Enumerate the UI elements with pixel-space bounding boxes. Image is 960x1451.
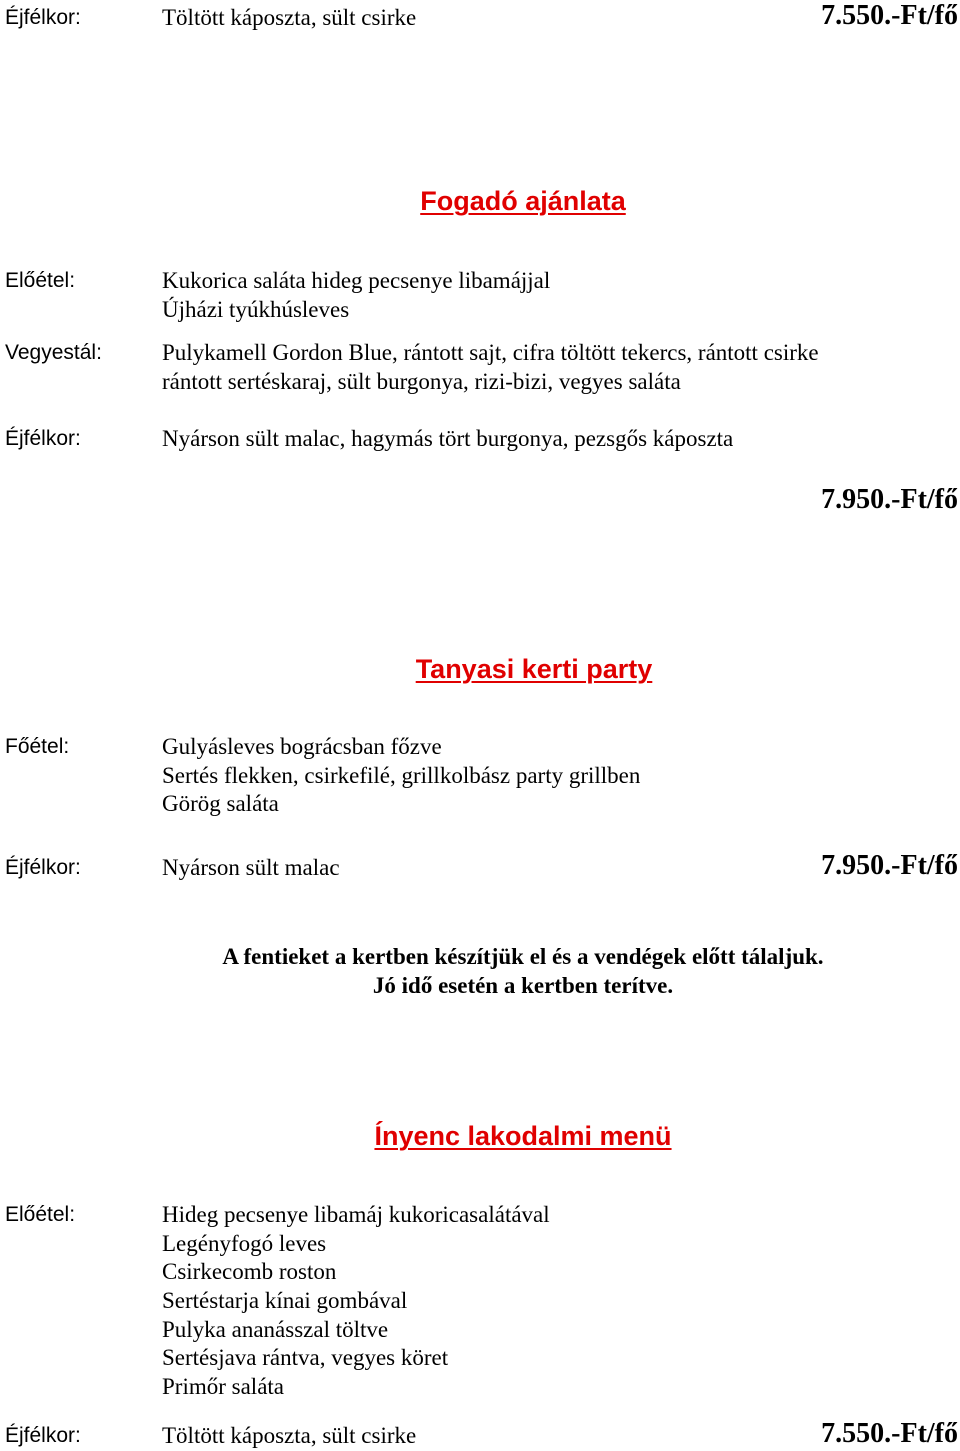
section-title-text: Tanyasi kerti party [415,654,653,684]
menu-item-line: Pulyka ananásszal töltve [162,1316,389,1342]
course-label: Előétel: [5,1203,76,1226]
course-label: Éjfélkor: [5,1424,81,1447]
section-title [86,184,960,218]
menu-item-line: Töltött káposzta, sült csirke [162,1423,417,1448]
price: 7.550.-Ft/fő [821,1418,958,1449]
section-title-text: Fogadó ajánlata [420,186,626,216]
section-title [86,1119,960,1153]
course-label: Éjfélkor: [5,856,81,879]
menu-item [162,733,640,819]
menu-item-line: rántott sertéskaraj, sült burgonya, rizi-bizi, vegyes saláta [162,368,681,394]
menu-item [162,1201,550,1402]
course-label: Éjfélkor: [5,6,81,29]
menu-item-line: Sertéstarja kínai gombával [162,1288,408,1314]
course-label: Éjfélkor: [5,427,81,450]
menu-item-line: Töltött káposzta, sült csirke [162,5,417,30]
menu-item [162,1422,416,1451]
note [86,942,960,1000]
menu-item-line: Primőr saláta [162,1374,284,1400]
section-title [108,652,960,686]
price: 7.950.-Ft/fő [821,484,958,515]
menu-item [162,339,819,396]
price: 7.550.-Ft/fő [821,0,958,31]
menu-item [162,267,550,324]
menu-item-line: Kukorica saláta hideg pecsenye libamájjal [162,268,551,293]
course-label: Előétel: [5,269,76,292]
menu-item-line: Gulyásleves bográcsban főzve [162,734,442,759]
price: 7.950.-Ft/fő [821,850,958,881]
menu-item-line: Sertés flekken, csirkefilé, grillkolbász party grillben [162,762,641,788]
menu-item-line: Nyárson sült malac [162,855,340,880]
menu-item-line: Legényfogó leves [162,1230,327,1256]
course-label: Főétel: [5,735,70,758]
menu-item-line: Pulykamell Gordon Blue, rántott sajt, cifra töltött tekercs, rántott csirke [162,340,819,365]
note-line: A fentieket a kertben készítjük el és a vendégek előtt tálaljuk. [222,944,824,969]
menu-item [162,4,416,33]
menu-item [162,854,340,883]
menu-item-line: Hideg pecsenye libamáj kukoricasalátával [162,1202,550,1227]
menu-item-line: Görög saláta [162,791,279,817]
menu-item-line: Nyárson sült malac, hagymás tört burgonya, pezsgős káposzta [162,426,734,451]
menu-item-line: Sertésjava rántva, vegyes köret [162,1345,449,1371]
menu-item-line: Újházi tyúkhúsleves [162,296,350,322]
menu-item [162,425,733,454]
section-title-text: Ínyenc lakodalmi menü [374,1121,672,1151]
course-label: Vegyestál: [5,341,102,364]
note-line: Jó idő esetén a kertben terítve. [372,973,674,998]
menu-item-line: Csirkecomb roston [162,1259,337,1285]
